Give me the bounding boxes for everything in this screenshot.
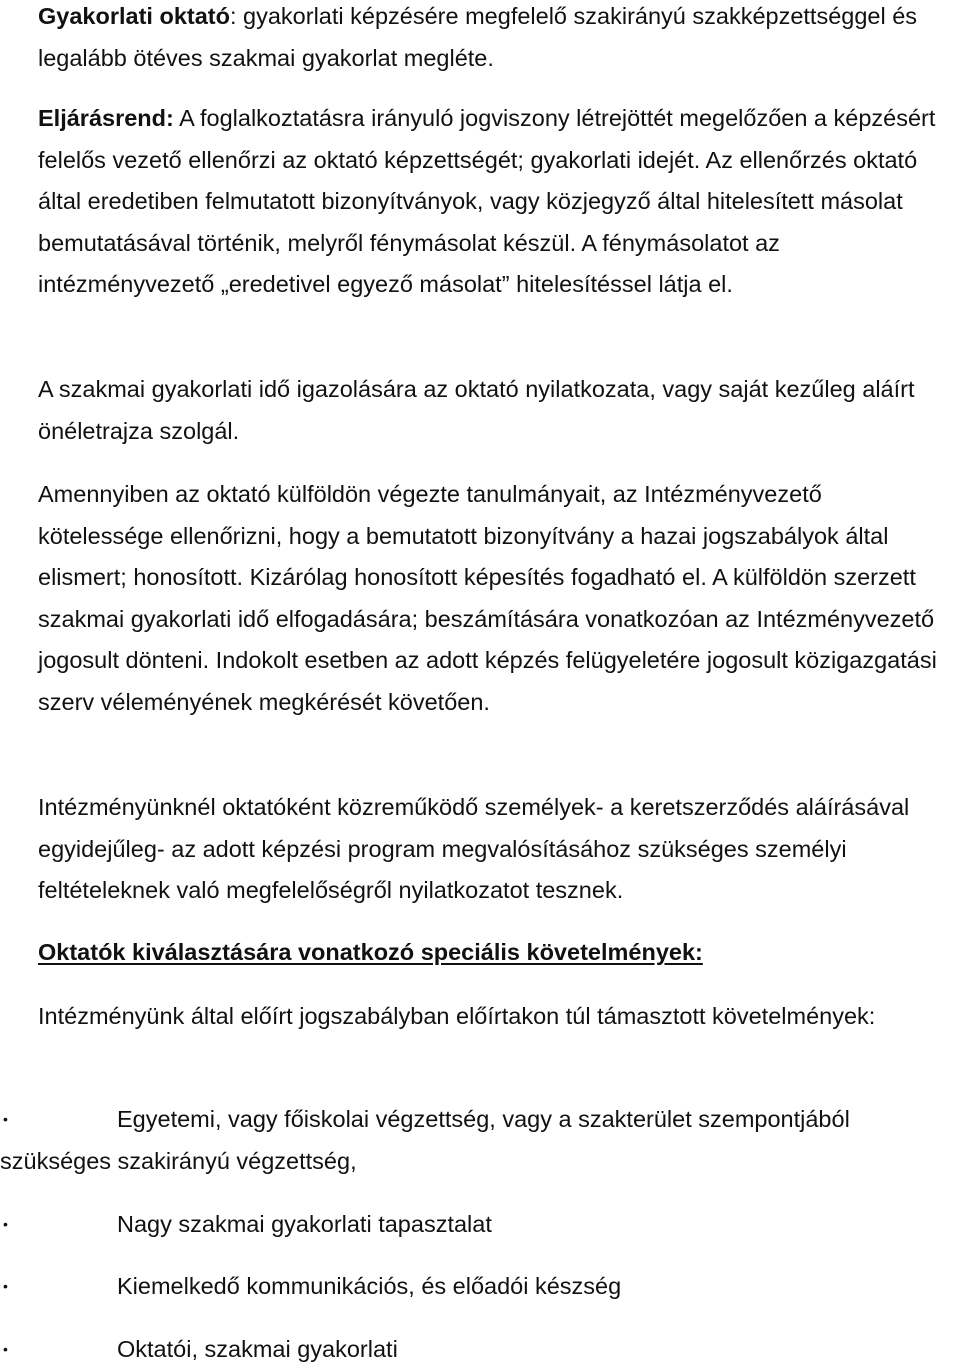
list-item [0, 1099, 958, 1183]
paragraph-contract-declaration: Intézményünknél oktatóként közreműködő személyek- a keretszerződés aláírásával egyidejűleg- az adott képzési program megvalósításához szükséges személyi feltételeknek való megfelelőségről nyilatkozatot tesznek. [38, 794, 910, 904]
bullet-icon: • [3, 1216, 8, 1232]
list-item-text: Egyetemi, vagy főiskolai végzettség, vagy a szakterület szempontjából [117, 1106, 850, 1132]
list-item [0, 1266, 958, 1308]
paragraph-practical-instructor [38, 0, 943, 79]
paragraph-foreign-studies: Amennyiben az oktató külföldön végezte tanulmányait, az Intézményvezető kötelessége ellenőrizni, hogy a bemutatott bizonyítvány a hazai jogszabályok által elismert; honosított. Kizárólag honosított képesítés fogadható el. A külföldön szerzett szakmai gyakorlati idő elfogadására; beszámítására vonatkozóan az Intézményvezető jogosult dönteni. Indokolt esetben az adott képzés felügyeletére jogosult közigazgatási szerv véleményének megkérését követően. [38, 481, 937, 715]
list-item [0, 1204, 958, 1246]
bullet-icon: • [3, 1278, 8, 1294]
list-item-continuation: szükséges szakirányú végzettség, [0, 1148, 357, 1174]
list-item [0, 1329, 958, 1371]
term-procedure: Eljárásrend: [38, 105, 174, 131]
list-item-text: Kiemelkedő kommunikációs, és előadói készség [117, 1273, 622, 1299]
bullet-icon: • [3, 1341, 8, 1357]
bullet-icon: • [3, 1111, 8, 1127]
term-practical-instructor: Gyakorlati oktató [38, 3, 230, 29]
paragraph-practice-verification: A szakmai gyakorlati idő igazolására az oktató nyilatkozata, vagy saját kezűleg aláírt önéletrajza szolgál. [38, 376, 915, 444]
paragraph-practical-instructor-text: : gyakorlati képzésére megfelelő szakirányú szakképzettséggel és legalább ötéves szakmai gyakorlat megléte. [38, 3, 918, 71]
paragraph-procedure [38, 98, 943, 306]
paragraph-requirements-intro: Intézményünk által előírt jogszabályban előírtakon túl támasztott követelmények: [38, 1003, 876, 1029]
list-item-text: Oktatói, szakmai gyakorlati [117, 1336, 398, 1362]
section-heading: Oktatók kiválasztására vonatkozó speciális követelmények: [38, 939, 703, 965]
paragraph-procedure-text: A foglalkoztatásra irányuló jogviszony létrejöttét megelőzően a képzésért felelős vezető ellenőrzi az oktató képzettségét; gyakorlati idejét. Az ellenőrzés oktató által eredetiben felmutatott bizonyítványok, vagy közjegyző által hitelesített másolat bemutatásával történik, melyről fénymásolat készül. A fénymásolatot az intézményvezető „eredetivel egyező másolat” hitelesítéssel látja el. [38, 105, 936, 298]
list-item-text: Nagy szakmai gyakorlati tapasztalat [117, 1211, 492, 1237]
